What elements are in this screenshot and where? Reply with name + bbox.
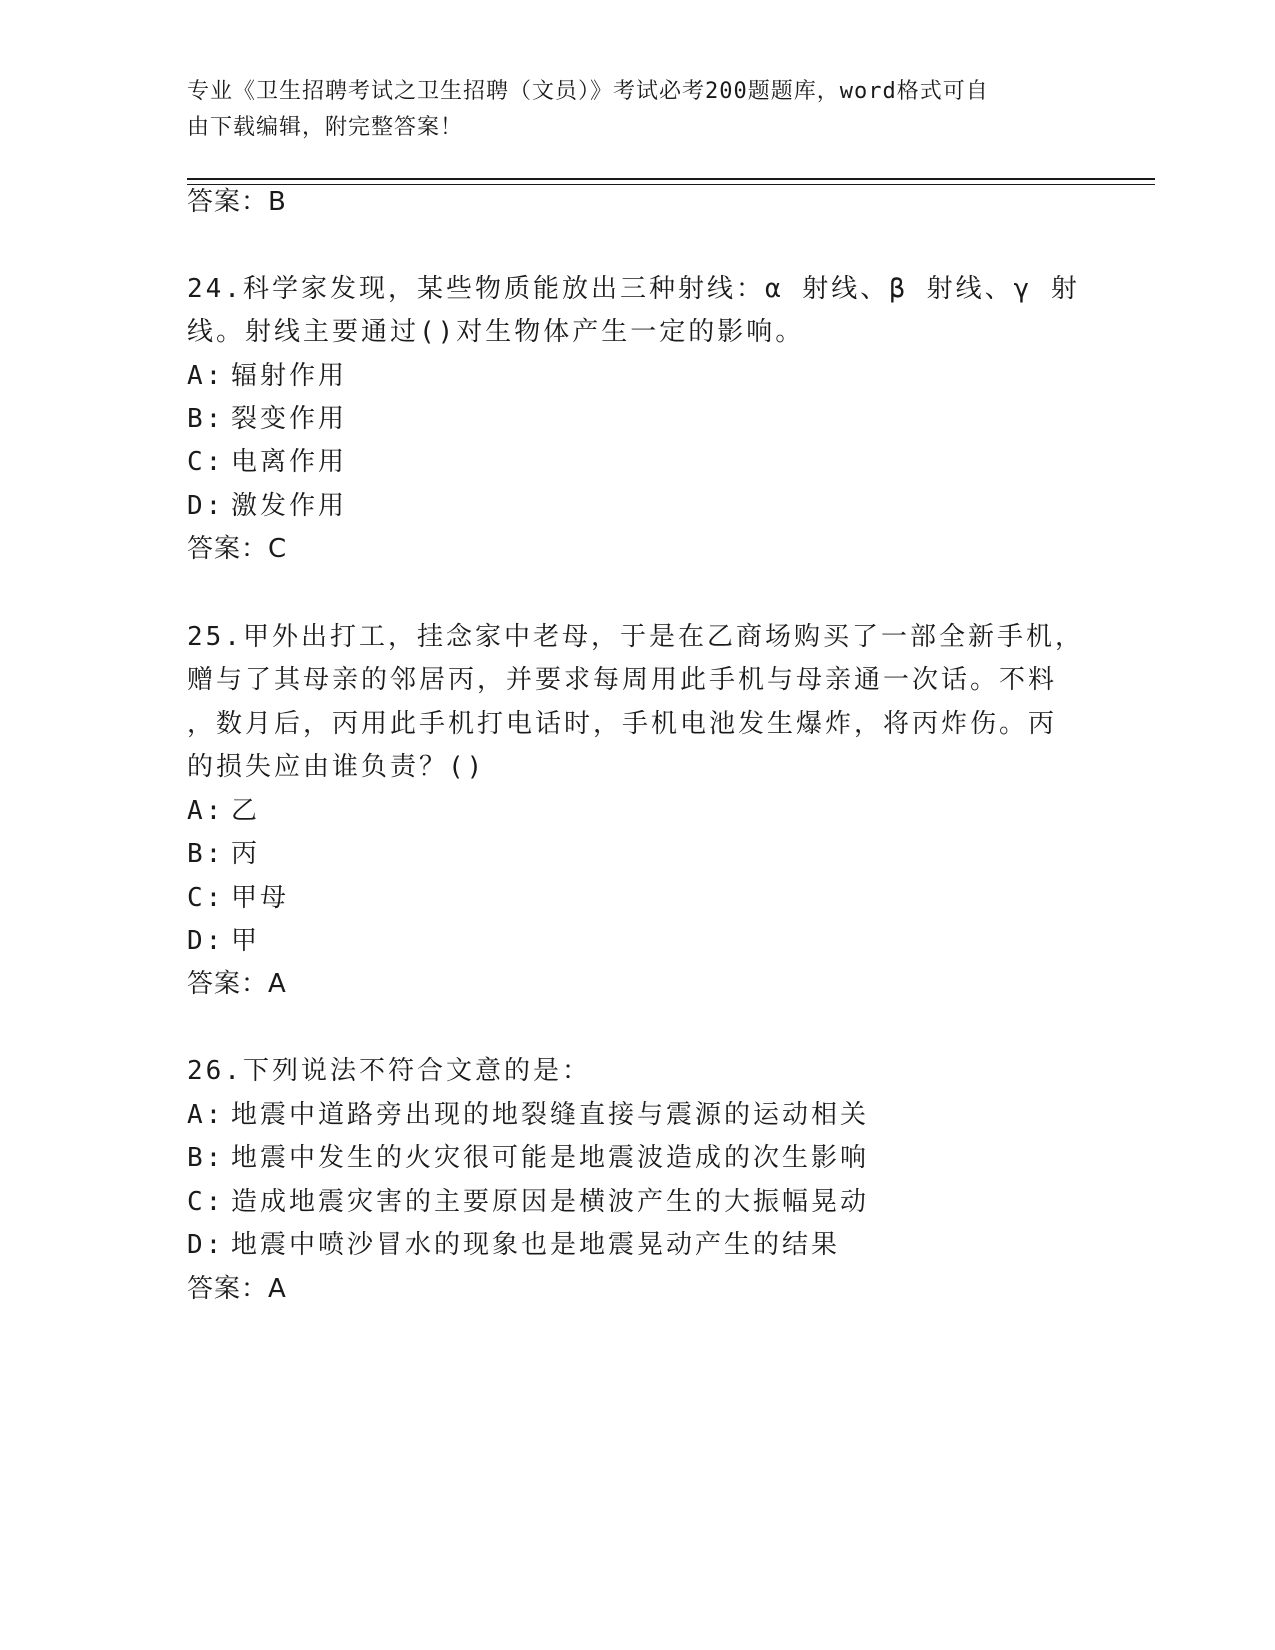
option-label: D: (187, 491, 225, 521)
option-label: C: (187, 883, 225, 913)
q25-stem-line-3: ，数月后，丙用此手机打电话时，手机电池发生爆炸，将丙炸伤。丙 (187, 709, 1058, 739)
q24-option-d (187, 488, 347, 524)
q25-option-a (187, 793, 260, 829)
option-text: 地震中喷沙冒水的现象也是地震晃动产生的结果 (231, 1230, 841, 1260)
q25-option-b (187, 836, 260, 872)
q25-option-d (187, 923, 260, 959)
option-label: B: (187, 839, 225, 869)
q26-answer: 答案：A (187, 1274, 287, 1304)
q26-option-b (187, 1140, 869, 1176)
header-line-1: 专业《卫生招聘考试之卫生招聘（文员）》考试必考200题题库，word格式可自 (187, 79, 989, 104)
q25-stem-line-2: 赠与了其母亲的邻居丙，并要求每周用此手机与母亲通一次话。不料 (187, 665, 1058, 695)
q24-stem-line-1: 24.科学家发现，某些物质能放出三种射线：α 射线、β 射线、γ 射 (187, 274, 1080, 304)
q26-option-c (187, 1184, 869, 1220)
q26-option-d (187, 1227, 840, 1263)
q25-stem-line-1: 25.甲外出打工，挂念家中老母，于是在乙商场购买了一部全新手机， (187, 622, 1084, 652)
option-text: 丙 (231, 839, 261, 869)
option-text: 激发作用 (231, 491, 348, 521)
q24-stem-line-2: 线。射线主要通过()对生物体产生一定的影响。 (187, 317, 805, 347)
header-divider-thick (187, 178, 1155, 180)
option-text: 乙 (231, 796, 261, 826)
header-line-2: 由下载编辑，附完整答案！ (187, 115, 464, 140)
q24-option-b (187, 401, 347, 437)
q26-stem-line-1: 26.下列说法不符合文意的是： (187, 1056, 591, 1086)
q24-option-c (187, 444, 347, 480)
header-divider-thin (187, 184, 1155, 185)
option-label: A: (187, 1100, 225, 1130)
q25-answer: 答案：A (187, 969, 287, 999)
option-text: 造成地震灾害的主要原因是横波产生的大振幅晃动 (231, 1187, 870, 1217)
option-text: 辐射作用 (231, 361, 348, 391)
option-text: 电离作用 (231, 447, 348, 477)
q26-option-a (187, 1097, 869, 1133)
option-label: C: (187, 447, 225, 477)
q25-option-c (187, 880, 289, 916)
option-text: 裂变作用 (231, 404, 348, 434)
option-label: C: (187, 1187, 225, 1217)
option-label: A: (187, 361, 225, 391)
option-text: 甲母 (231, 883, 290, 913)
option-label: D: (187, 1230, 225, 1260)
q25-stem-line-4: 的损失应由谁负责？() (187, 752, 486, 782)
option-label: D: (187, 926, 225, 956)
option-label: B: (187, 1143, 225, 1173)
option-label: A: (187, 796, 225, 826)
option-text: 地震中发生的火灾很可能是地震波造成的次生影响 (231, 1143, 870, 1173)
option-text: 甲 (231, 926, 261, 956)
document-header (187, 74, 1067, 146)
q24-answer: 答案：C (187, 534, 288, 564)
option-text: 地震中道路旁出现的地裂缝直接与震源的运动相关 (231, 1100, 870, 1130)
option-label: B: (187, 404, 225, 434)
q24-option-a (187, 358, 347, 394)
q23-answer: 答案：B (187, 187, 287, 217)
